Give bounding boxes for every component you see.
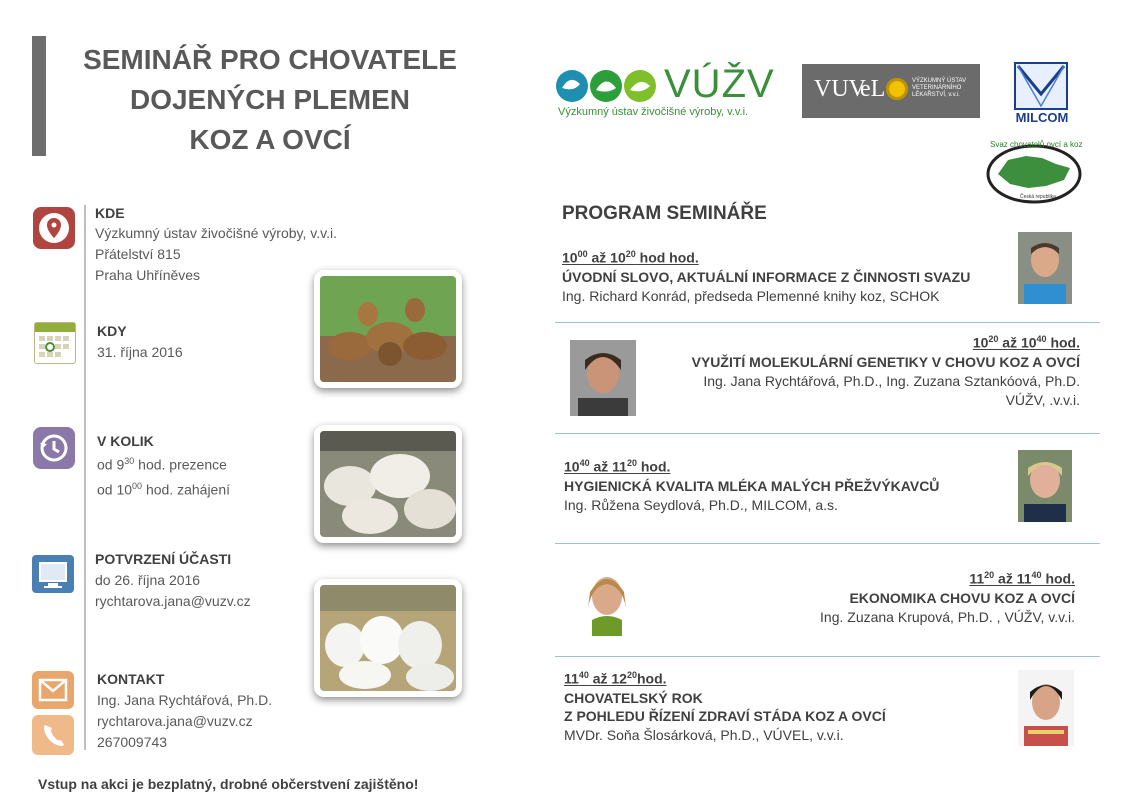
program-divider-1: [555, 322, 1100, 323]
potvrzeni-heading: POTVRZENÍ ÚČASTI: [95, 551, 232, 567]
potvrzeni-details: [95, 570, 251, 612]
footer-note: Vstup na akci je bezplatný, drobné občerstvení zajištěno!: [38, 776, 419, 792]
clock-history-icon: [33, 427, 75, 469]
speaker-4-photo: [576, 562, 638, 636]
milcom-wordmark: MILCOM: [1015, 110, 1069, 125]
speaker-1-photo: [1018, 232, 1072, 304]
potvrzeni-date: do 26. října 2016: [95, 572, 201, 588]
kde-address: [95, 223, 337, 286]
milcom-mark-icon: [1014, 62, 1068, 110]
vuzv-animals-icon: [556, 66, 660, 106]
program-title: PROGRAM SEMINÁŘE: [562, 203, 767, 224]
program-slot-4: [680, 570, 1075, 625]
svaz-logo: [984, 138, 1084, 204]
kdy-heading: KDY: [97, 323, 127, 339]
vuzv-subtitle: Výzkumný ústav živočišné výroby, v.v.i.: [558, 106, 749, 118]
slot-2-topic: VYUŽITÍ MOLEKULÁRNÍ GENETIKY V CHOVU KOZ A OVCÍ: [691, 353, 1080, 370]
svaz-country: Česká republika: [1020, 194, 1056, 200]
slot-3-topic: HYGIENICKÁ KVALITA MLÉKA MALÝCH PŘEŽVÝKAVCŮ: [564, 477, 940, 494]
info-divider: [84, 205, 86, 750]
slot-4-topic: EKONOMIKA CHOVU KOZ A OVCÍ: [849, 589, 1075, 606]
slot-5-speaker: MVDr. Soňa Šlosárková, Ph.D., VÚVEL, v.v.i.: [564, 726, 844, 743]
title-line-3: KOZ A OVCÍ: [189, 124, 351, 155]
slot-4-speaker: Ing. Zuzana Krupová, Ph.D. , VÚŽV, v.v.i.: [820, 608, 1075, 625]
computer-icon: [32, 555, 74, 593]
kde-heading: KDE: [95, 205, 125, 221]
page-title: [60, 40, 480, 160]
vuvel-wordmark-a: VUV: [814, 76, 866, 102]
slot-2-time: $10^{20}$ až $10^{40}$ hod.: [972, 334, 1080, 351]
speaker-2-photo: [570, 340, 636, 416]
vuvel-subtitle: VÝZKUMNÝ ÚSTAV VETERINÁRNÍHO LÉKAŘSTVÍ, v.v.i.: [912, 78, 967, 98]
speaker-3-photo: [1018, 450, 1072, 522]
title-line-2: DOJENÝCH PLEMEN: [129, 84, 411, 115]
kde-line-1: Výzkumný ústav živočišné výroby, v.v.i.: [95, 225, 337, 241]
title-accent-bar: [32, 36, 46, 156]
program-divider-2: [555, 433, 1100, 434]
vuvel-wordmark-b: eL: [860, 76, 886, 102]
goats-photo: [314, 270, 462, 388]
kontakt-phone: 267009743: [97, 734, 168, 750]
kontakt-email[interactable]: rychtarova.jana@vuzv.cz: [97, 713, 253, 729]
vuvel-logo: [802, 64, 980, 118]
vuvel-sun-icon: [886, 78, 908, 100]
kontakt-name: Ing. Jana Rychtářová, Ph.D.: [97, 692, 273, 708]
program-divider-3: [555, 543, 1100, 544]
slot-2-speaker: Ing. Jana Rychtářová, Ph.D., Ing. Zuzana Sztankóová, Ph.D.: [703, 372, 1080, 389]
program-slot-1: [562, 249, 970, 304]
kde-line-2: Přátelství 815: [95, 246, 181, 262]
phone-icon: [32, 715, 74, 755]
vuzv-logo: [556, 62, 776, 124]
title-line-1: SEMINÁŘ PRO CHOVATELE: [83, 44, 457, 75]
kontakt-details: [97, 690, 272, 753]
slot-5-time: $11^{40}$ až $12^{20}hod$.: [564, 670, 667, 687]
envelope-icon: [32, 671, 74, 709]
calendar-icon: [34, 322, 76, 364]
location-pin-icon: [33, 207, 75, 249]
kontakt-heading: KONTAKT: [97, 671, 165, 687]
slot-3-time: $10^{40}$ až $11^{20}$ hod.: [564, 458, 671, 475]
program-slot-5: [564, 670, 886, 743]
kdy-date: 31. října 2016: [97, 344, 183, 360]
sheep-photo: [314, 425, 462, 543]
vkolik-times: [97, 451, 230, 500]
program-slot-2: [680, 334, 1080, 408]
slot-2-speaker-affiliation: VÚŽV, .v.v.i.: [1005, 391, 1080, 408]
slot-4-time: $11^{20}$ až $11^{40}$ hod.: [969, 570, 1075, 587]
vuzv-wordmark: VÚŽV: [664, 62, 775, 106]
vkolik-line-1: od $9^{30}$ hod. prezence: [97, 456, 227, 473]
slot-3-speaker: Ing. Růžena Seydlová, Ph.D., MILCOM, a.s.: [564, 496, 838, 513]
vkolik-heading: V KOLIK: [97, 433, 154, 449]
speaker-5-photo: [1018, 670, 1074, 746]
slot-1-topic: ÚVODNÍ SLOVO, AKTUÁLNÍ INFORMACE Z ČINNOSTI SVAZU: [562, 268, 971, 285]
vkolik-line-2: od $10^{00}$ hod. zahájení: [97, 480, 231, 498]
white-goats-photo: [314, 579, 462, 697]
slot-1-speaker: Ing. Richard Konrád, předseda Plemenné knihy koz, SCHOK: [562, 287, 940, 304]
program-divider-4: [555, 656, 1100, 657]
svaz-name: Svaz chovatelů ovcí a koz: [990, 140, 1083, 149]
program-slot-3: [564, 458, 939, 513]
milcom-logo: [1012, 62, 1072, 124]
kde-line-3: Praha Uhříněves: [95, 267, 201, 283]
slot-5-topic-line-2: Z POHLEDU ŘÍZENÍ ZDRAVÍ STÁDA KOZ A OVCÍ: [564, 707, 886, 724]
slot-5-topic: CHOVATELSKÝ ROK: [564, 689, 703, 706]
slot-1-time: $10^{00}$ až $10^{20}$ hod hod.: [562, 249, 699, 266]
potvrzeni-email[interactable]: rychtarova.jana@vuzv.cz: [95, 593, 251, 609]
